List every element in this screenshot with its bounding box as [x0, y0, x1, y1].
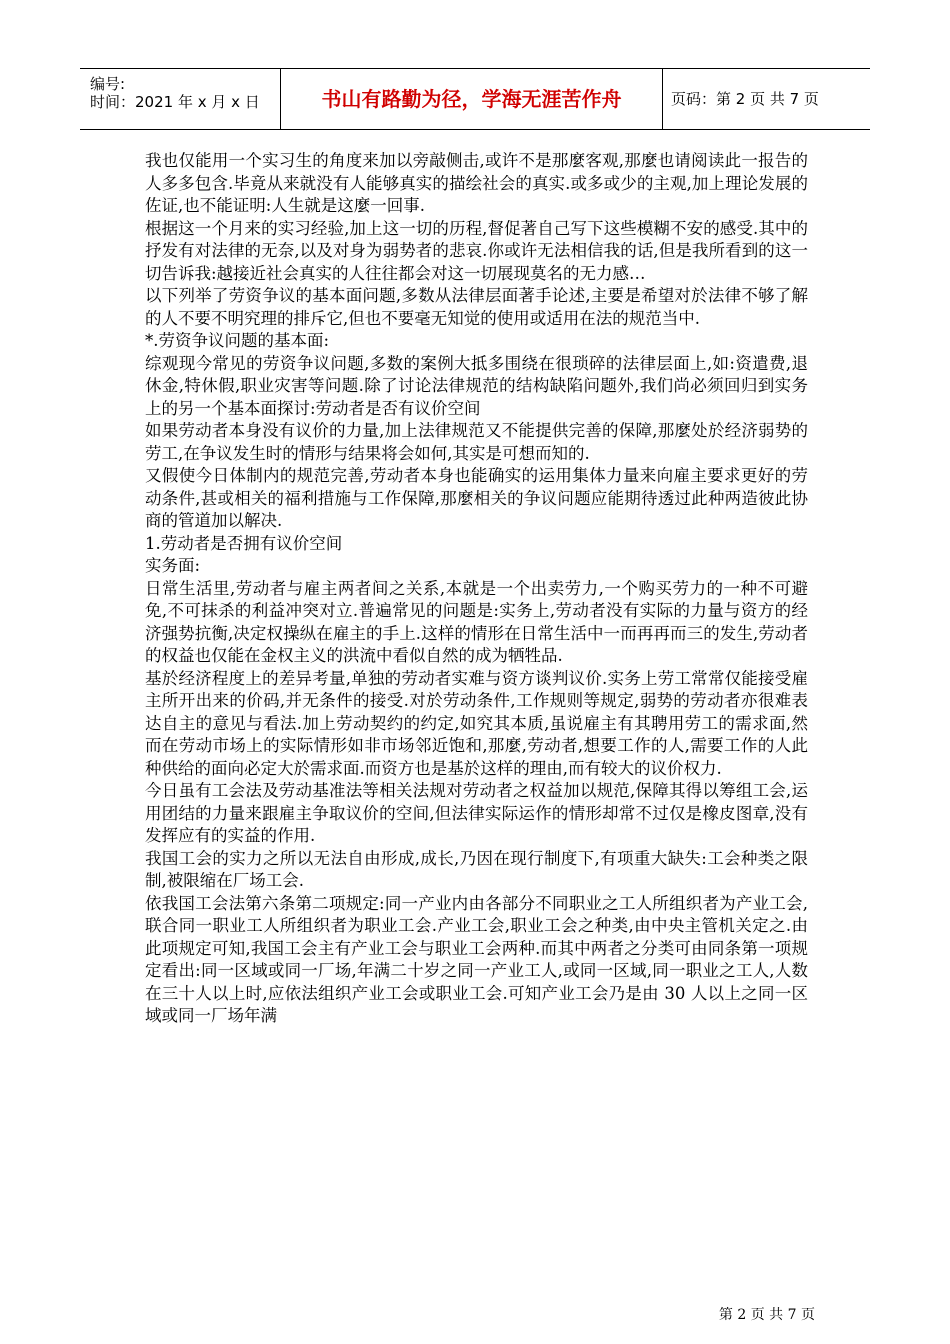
document-body — [145, 150, 808, 1028]
page-footer: 第 2 页 共 7 页 — [718, 1307, 815, 1323]
page-header — [80, 68, 870, 130]
body-paragraph: 又假使今日体制内的规范完善,劳动者本身也能确实的运用集体力量来向雇主要求更好的劳动条件,甚或相关的福利措施与工作保障,那麼相关的争议问题应能期待透过此种两造彼此协商的管道加以解决. — [145, 466, 808, 530]
body-paragraph: 根据这一个月来的实习经验,加上这一切的历程,督促著自己写下这些模糊不安的感受.其中的抒发有对法律的无奈,以及对身为弱势者的悲哀.你或许无法相信我的话,但是我所看到的这一切告诉我:越接近社会真实的人往往都会对这一切展现莫名的无力感… — [145, 218, 808, 283]
document-date-label: 时间：2021 年 x 月 x 日 — [90, 93, 260, 111]
header-page-number: 页码：第 2 页 共 7 页 — [671, 90, 819, 108]
body-paragraph: 日常生活里,劳动者与雇主两者间之关系,本就是一个出卖劳力,一个购买劳力的一种不可避免,不可抹杀的利益冲突对立.普遍常见的问题是:实务上,劳动者没有实际的力量与资方的经济强势抗衡,决定权操纵在雇主的手上.这样的情形在日常生活中一而再再而三的发生,劳动者的权益也仅能在金权主义的洪流中看似自然的成为牺牲品. — [145, 578, 808, 665]
body-paragraph: 以下列举了劳资争议的基本面问题,多数从法律层面著手论述,主要是希望对於法律不够了解的人不要不明究理的排斥它,但也不要毫无知觉的使用或适用在法的规范当中. — [145, 286, 808, 328]
document-number-label: 编号: — [90, 75, 126, 93]
header-motto: 书山有路勤为径，学海无涯苦作舟 — [321, 87, 622, 111]
section-heading: *.劳资争议问题的基本面: — [145, 331, 330, 350]
body-paragraph: 今日虽有工会法及劳动基准法等相关法规对劳动者之权益加以规范,保障其得以筹组工会,运用团结的力量来跟雇主争取议价的空间,但法律实际运作的情形却常不过仅是橡皮图章,没有发挥应有的实益的作用. — [145, 781, 808, 845]
body-paragraph: 我国工会的实力之所以无法自由形成,成长,乃因在现行制度下,有项重大缺失:工会种类之限制,被限缩在厂场工会. — [145, 848, 808, 890]
body-paragraph: 我也仅能用一个实习生的角度来加以旁敲侧击,或许不是那麼客观,那麼也请阅读此一报告的人多多包含.毕竟从来就没有人能够真实的描绘社会的真实.或多或少的主观,加上理论发展的佐证,也不能证明:人生就是这麼一回事. — [145, 151, 808, 215]
body-paragraph: 综观现今常见的劳资争议问题,多数的案例大抵多围绕在很琐碎的法律层面上,如:资遣费,退休金,特休假,职业灾害等问题.除了讨论法律规范的结构缺陷问题外,我们尚必须回归到实务上的另一个基本面探讨:劳动者是否有议价空间 — [145, 353, 808, 418]
header-meta — [80, 69, 280, 129]
body-paragraph: 基於经济程度上的差异考量,单独的劳动者实难与资方谈判议价.实务上劳工常常仅能接受雇主所开出来的价码,并无条件的接受.对於劳动条件,工作规则等规定,弱势的劳动者亦很难表达自主的意见与看法.加上劳动契约的约定,如究其本质,虽说雇主有其聘用劳工的需求面,然而在劳动市场上的实际情形如非市场邻近饱和,那麼,劳动者,想要工作的人,需要工作的人此种供给的面向必定大於需求面.而资方也是基於这样的理由,而有较大的议价权力. — [145, 668, 808, 778]
section-heading: 1.劳动者是否拥有议价空间 — [145, 533, 343, 553]
subsection-heading: 实务面: — [145, 556, 201, 575]
body-paragraph: 如果劳动者本身没有议价的力量,加上法律规范又不能提供完善的保障,那麼处於经济弱势的劳工,在争议发生时的情形与结果将会如何,其实是可想而知的. — [145, 421, 808, 463]
body-paragraph: 依我国工会法第六条第二项规定:同一产业内由各部分不同职业之工人所组织者为产业工会,联合同一职业工人所组织者为职业工会.产业工会,职业工会之种类,由中央主管机关定之.由此项规定可知,我国工会主有产业工会与职业工会两种.而其中两者之分类可由同条第一项规定看出:同一区域或同一厂场,年满二十岁之同一产业工人,或同一区域,同一职业之工人,人数在三十人以上时,应依法组织产业工会或职业工会.可知产业工会乃是由 30 人以上之同一区域或同一厂场年满 — [145, 893, 808, 1025]
